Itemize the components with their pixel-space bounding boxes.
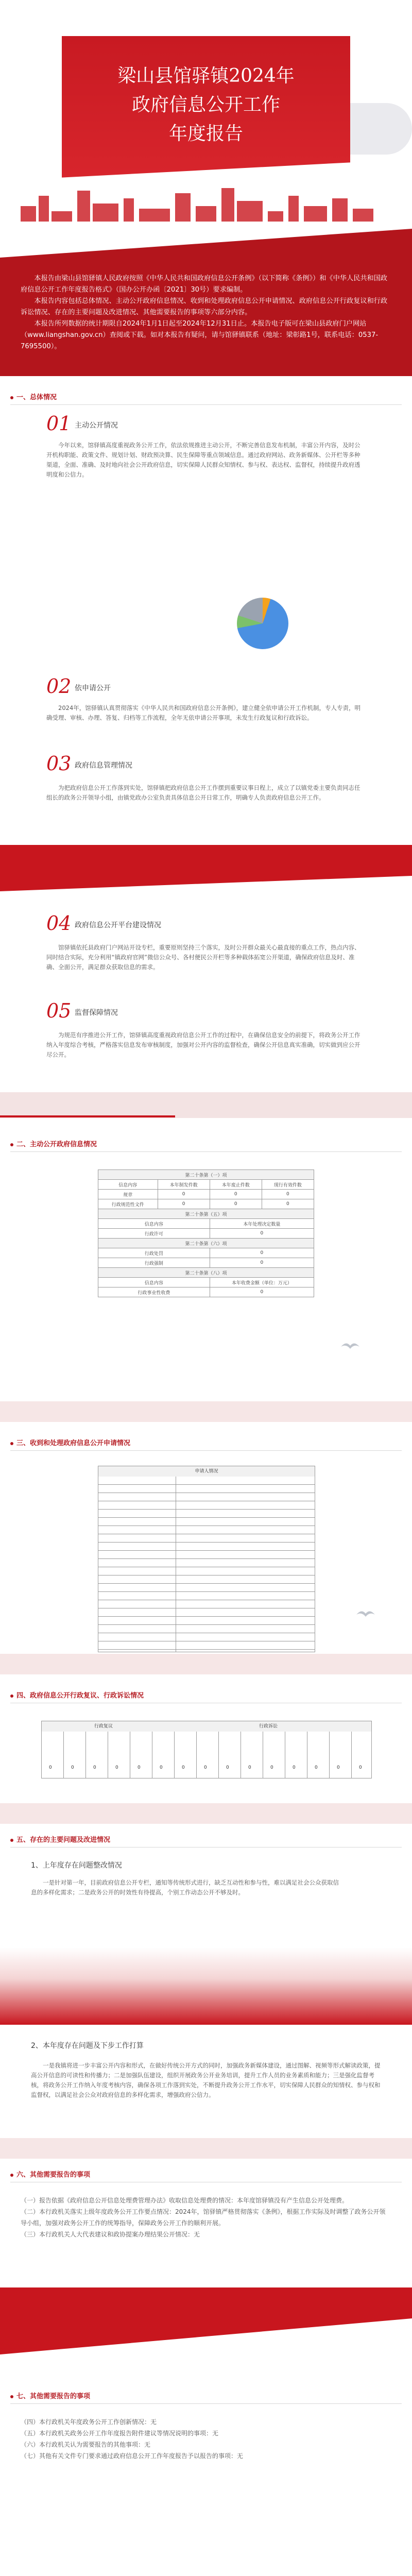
item-body: 2024年，馆驿镇认真贯彻落实《中华人民共和国政府信息公开条例》，建立健全依申请公开工作机制，专人专责，明确受理、审核、办理、答复、归档等工作流程，全年无依申请公开事项，未发生行政复议和行政诉讼。: [46, 704, 361, 721]
item-body: 馆驿镇依托县政府门户网站开设专栏，重要原则坚持三个落实，及时公开群众最关心最直接的重点工作，热点内容、同时结合实际，充分利用“镇政府官网”微信公众号、各村便民公开栏等多种载体拓宽公开渠道，确保政府信息及时、准确、全面公开，满足群众获取信息的需求。: [46, 944, 360, 971]
item-number: 01: [46, 412, 72, 435]
table-cell: 0: [226, 1765, 229, 1770]
table-cell: 0: [49, 1765, 52, 1770]
intro-text: [21, 273, 391, 352]
item-number: 04: [46, 912, 72, 935]
table-cell: 0: [115, 1765, 118, 1770]
section-heading: 四、政府信息公开行政复议、行政诉讼情况: [10, 1690, 144, 1700]
section-heading: 七、其他需要报告的事项: [10, 2391, 90, 2400]
table-cell: 0: [138, 1765, 141, 1770]
table-cell: 0: [270, 1765, 273, 1770]
title-line-1: 梁山县馆驿镇2024年: [117, 65, 295, 87]
table-cell: 0: [337, 1765, 340, 1770]
section-heading: 一、总体情况: [10, 392, 57, 401]
table-cell: 0: [182, 1765, 185, 1770]
item-title: 依申请公开: [75, 684, 111, 692]
intro-section: [0, 222, 412, 376]
item-number: 03: [46, 752, 72, 775]
table-cell: 0: [293, 1765, 296, 1770]
section-heading: 三、收到和处理政府信息公开申请情况: [10, 1437, 130, 1447]
item-body: 为把政府信息公开工作落到实处，馆驿镇把政府信息公开工作摆到重要议事日程上，成立了以镇党委主要负责同志任组长的政务公开领导小组，由镇党政办公室负责具体信息公开日常工作，明确专人负责政府信息公开工作。: [46, 784, 360, 801]
item-number: 05: [46, 999, 72, 1022]
table-cell: 0: [93, 1765, 96, 1770]
section-heading: 六、其他需要报告的事项: [10, 2169, 90, 2179]
active-disclosure-table: 第二十条第（一）项 信息内容 本年制发件数 本年废止件数 现行有效件数 规章 0 0 0 行政规范性文件 0 0 0 第二十条第（五）项 信息内容 本年处理决定数量 行政许可 0 第二十条第（六）项 行政处罚 0 行政强制 0 第二十条第（八）项 信息内容 本年收费金额（单位：万元） 行政事业性收费 0: [98, 1170, 314, 1297]
item-title: 政府信息公开平台建设情况: [75, 921, 161, 929]
hero-header: [0, 0, 412, 227]
table-cell: 0: [359, 1765, 362, 1770]
item-title: 政府信息管理情况: [75, 761, 132, 770]
item-number: 02: [46, 675, 72, 698]
city-skyline-decoration: [0, 185, 412, 227]
section-heading: 五、存在的主要问题及改进情况: [10, 1834, 110, 1844]
table-cell: 0: [204, 1765, 207, 1770]
table-cell: 0: [160, 1765, 163, 1770]
intro-paragraph: 本报告内容包括总体情况、主动公开政府信息情况、收到和处理政府信息公开申请情况、政府信息公开行政复议和行政诉讼情况、存在的主要问题及改进情况、其他需要报告的事项等六部分内容。: [21, 297, 388, 316]
problem-body: 一是我镇将进一步丰富公开内容和形式，在做好传统公开方式的同时，加强政务新媒体建设，通过图解、视频等形式解读政策，提高公开信息的可读性和传播力；二是加强队伍建设，组织开展政务公开业务培训，提升工作人员的业务素质和能力；三是强化监督考核，将政务公开工作纳入年度考核内容，确保各项工作落到实处，不断提升政务公开工作水平，切实保障人民群众的知情权、参与权和监督权，以满足社会公众对政府信息的多样化需求，增强政府公信力。: [31, 2062, 381, 2098]
problem-subtitle: 1、上年度存在问题整改情况: [31, 1861, 122, 1870]
section-heading: 二、主动公开政府信息情况: [10, 1139, 97, 1148]
item-title: 监督保障情况: [75, 1009, 118, 1017]
intro-paragraph: 本报告由梁山县馆驿镇人民政府按照《中华人民共和国政府信息公开条例》（以下简称《条例》）和《中华人民共和国政府信息公开工作年度报告格式》（国办公开办函〔2021〕30号）要求编制。: [21, 275, 388, 294]
table-cell: 0: [71, 1765, 74, 1770]
table-cell: 0: [315, 1765, 318, 1770]
bird-icon: [355, 1607, 376, 1620]
other-matters: （四）本行政机关年度政务公开工作创新情况：无 （五）本行政机关政务公开工作年度报告附件建议等情况说明的事项：无 （六）本行政机关认为需要报告的其他事项：无 （七）其他有关文件专门要求通过政府信息公开工作年度报告予以报告的事项：无: [21, 2418, 244, 2460]
report-title: [0, 62, 412, 148]
bird-icon: [340, 1340, 360, 1352]
item-body: 今年以来，馆驿镇高度重视政务公开工作，依法依规推进主动公开，不断完善信息发布机制，丰富公开内容，及时公开机构职能、政策文件、规划计划、财政预决算、民生保障等重点领域信息。通过政府网站、政务新媒体、公开栏等多种渠道，全面、准确、及时地向社会公开政府信息，切实保障人民群众知情权、参与权、表达权、监督权，持续提升政府透明度和公信力。: [46, 442, 360, 478]
title-line-2: 政府信息公开工作: [131, 94, 280, 115]
problem-subtitle: 2、本年度存在问题及下步工作打算: [31, 2042, 144, 2050]
pie-chart: [237, 598, 288, 649]
title-line-3: 年度报告: [168, 123, 243, 144]
intro-paragraph: 本报告所列数据的统计期限自2024年1月1日起至2024年12月31日止。本报告电子版可在梁山县政府门户网站（www.liangshan.gov.cn）查阅或下载。如对本报告有疑问，请与馆驿镇联系（地址：梁彰路1号，联系电话：0537-7695500）。: [21, 320, 379, 350]
review-litigation-table: 行政复议 行政诉讼 0 0 0 0 0 0 0 0 0 0 0 0 0 0 0: [41, 1721, 372, 1778]
item-title: 主动公开情况: [75, 421, 118, 430]
item-body: 为规范有序推进公开工作，馆驿镇高度重视政府信息公开工作的过程中，在确保信息安全的前提下，将政务公开工作纳入年度综合考核，严格落实信息发布审核制度，加强对公开内容的监督检查，确保公开信息真实准确，切实做到应公开尽公开。: [46, 1031, 360, 1058]
other-matters: （一）报告依据《政府信息公开信息处理费管理办法》收取信息处理费的情况：本年度馆驿镇没有产生信息公开处理费。 （二）本行政机关落实上级年度政务公开工作要点情况：2024年，馆驿镇严格贯彻落实《条例》，根据工作实际及时调整了政务公开领导小组，加强对政务公开工作的统筹指导，保障政务公开工作的顺利开展。 （三）本行政机关人大代表建议和政协提案办理结果公开情况：无: [21, 2197, 386, 2238]
problem-body: 一是针对第一年，目前政府信息公开专栏，通知等传统形式进行，缺乏互动性和参与性，难以满足社会公众获取信息的多样化需求；二是政务公开的时效性有待提高，个别工作动态公开不够及时。: [31, 1879, 339, 1896]
table-cell: 0: [248, 1765, 251, 1770]
application-table: 申请人情况: [98, 1466, 315, 1652]
